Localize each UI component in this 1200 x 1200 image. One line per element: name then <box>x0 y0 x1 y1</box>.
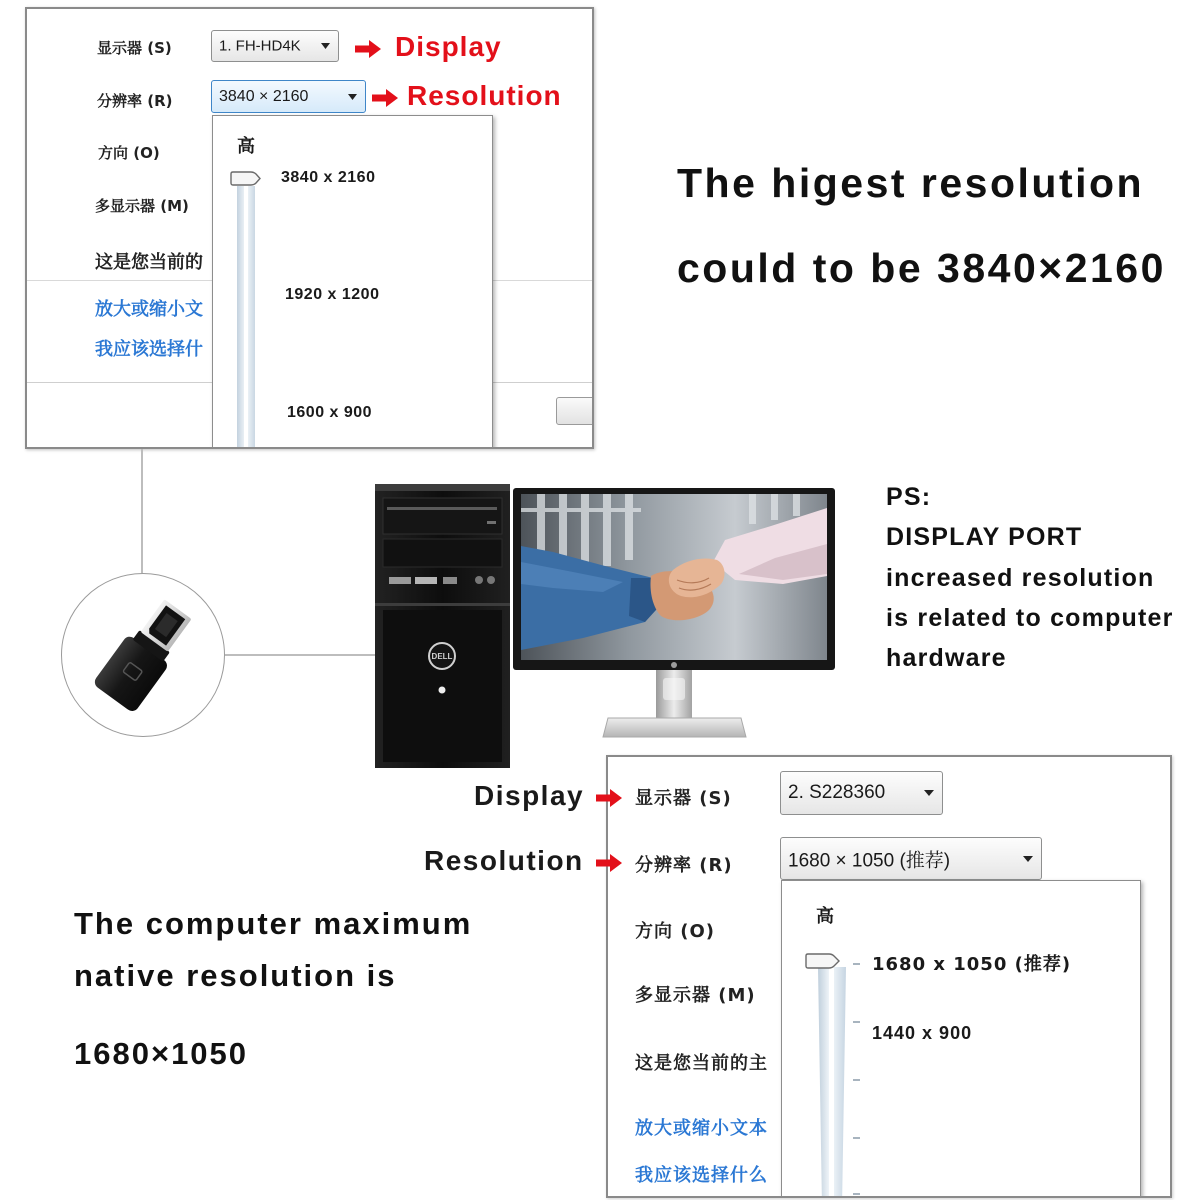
headline-line-1: The higest resolution <box>677 160 1145 206</box>
resolution-slider-popup <box>212 115 493 449</box>
slider-tick <box>853 1021 860 1023</box>
display-callout: Display <box>474 780 585 811</box>
slider-tick <box>853 1079 860 1081</box>
chevron-down-icon <box>1023 856 1033 862</box>
arrow-right-icon <box>355 40 381 58</box>
chevron-down-icon <box>924 790 934 796</box>
bottom-display-settings-panel <box>606 755 1172 1198</box>
arrow-right-icon <box>596 854 622 872</box>
display-label: 显示器 (S) <box>635 788 732 809</box>
resolution-dropdown[interactable] <box>211 80 366 113</box>
multi-display-label: 多显示器 (M) <box>635 985 756 1006</box>
multi-display-label: 多显示器 (M) <box>95 197 189 215</box>
slider-tick <box>853 1137 860 1139</box>
resolution-option: 3840 x 2160 <box>281 169 376 186</box>
resolution-option: 1920 x 1200 <box>285 286 380 303</box>
handshake-screen-image <box>521 494 827 660</box>
display-dropdown[interactable] <box>211 30 339 62</box>
top-display-settings-panel <box>25 7 594 449</box>
arrow-right-icon <box>596 789 622 807</box>
ps-line: DISPLAY PORT <box>886 523 1083 551</box>
ps-line: increased resolution <box>886 564 1155 592</box>
power-button-icon <box>439 687 446 694</box>
dell-logo-text: DELL <box>431 652 453 661</box>
current-display-text: 这是您当前的主 <box>635 1053 768 1074</box>
connector-line <box>225 654 375 656</box>
which-setting-link[interactable]: 我应该选择什么 <box>635 1165 768 1186</box>
monitor-image <box>513 488 835 740</box>
slider-thumb-icon[interactable] <box>805 952 841 970</box>
slider-high-label: 高 <box>816 906 834 927</box>
resolution-dropdown-value: 3840 × 2160 <box>219 87 309 105</box>
resolution-dropdown-value: 1680 × 1050 (推荐) <box>788 850 951 871</box>
resolution-option: 1600 x 900 <box>287 404 373 421</box>
resolution-callout: Resolution <box>424 845 584 876</box>
pc-tower-image <box>375 484 510 768</box>
ps-line: hardware <box>886 644 1007 672</box>
adapter-circle <box>61 573 225 737</box>
resolution-option: 1440 x 900 <box>872 1023 973 1043</box>
resolution-callout: Resolution <box>407 80 562 111</box>
resolution-slider-popup <box>781 880 1141 1198</box>
orientation-label: 方向 (O) <box>635 921 716 942</box>
connector-line <box>141 449 143 573</box>
display-callout: Display <box>395 31 502 62</box>
slider-high-label: 高 <box>237 136 255 157</box>
slider-tick <box>853 963 860 965</box>
resolution-label: 分辨率 (R) <box>97 92 173 110</box>
chevron-down-icon <box>321 43 330 49</box>
arrow-right-icon <box>372 89 398 107</box>
slider-thumb-icon[interactable] <box>230 170 262 187</box>
display-dropdown[interactable] <box>780 771 943 815</box>
slider-track[interactable] <box>816 967 848 1198</box>
slider-tick <box>853 1193 860 1195</box>
native-note-line: 1680×1050 <box>74 1036 249 1071</box>
slider-track[interactable] <box>235 186 257 449</box>
headline-line-2: could to be 3840×2160 <box>677 245 1166 291</box>
chevron-down-icon <box>348 94 357 100</box>
current-display-text: 这是您当前的 <box>95 252 203 273</box>
native-note-line: native resolution is <box>74 958 397 993</box>
dialog-button[interactable] <box>556 397 594 425</box>
display-label: 显示器 (S) <box>97 39 172 57</box>
native-note-line: The computer maximum <box>74 906 473 941</box>
ps-title: PS: <box>886 483 932 511</box>
display-dropdown-value: 2. S228360 <box>788 782 886 803</box>
displayport-adapter-icon <box>62 574 224 736</box>
text-size-link[interactable]: 放大或缩小文 <box>95 299 203 320</box>
resolution-dropdown[interactable] <box>780 837 1042 880</box>
resolution-option: 1680 x 1050 (推荐) <box>872 954 1072 975</box>
ps-line: is related to computer <box>886 604 1174 632</box>
orientation-label: 方向 (O) <box>98 144 160 162</box>
text-size-link[interactable]: 放大或缩小文本 <box>635 1118 768 1139</box>
which-setting-link[interactable]: 我应该选择什 <box>95 339 203 360</box>
resolution-label: 分辨率 (R) <box>635 855 733 876</box>
display-dropdown-value: 1. FH-HD4K <box>219 37 301 55</box>
